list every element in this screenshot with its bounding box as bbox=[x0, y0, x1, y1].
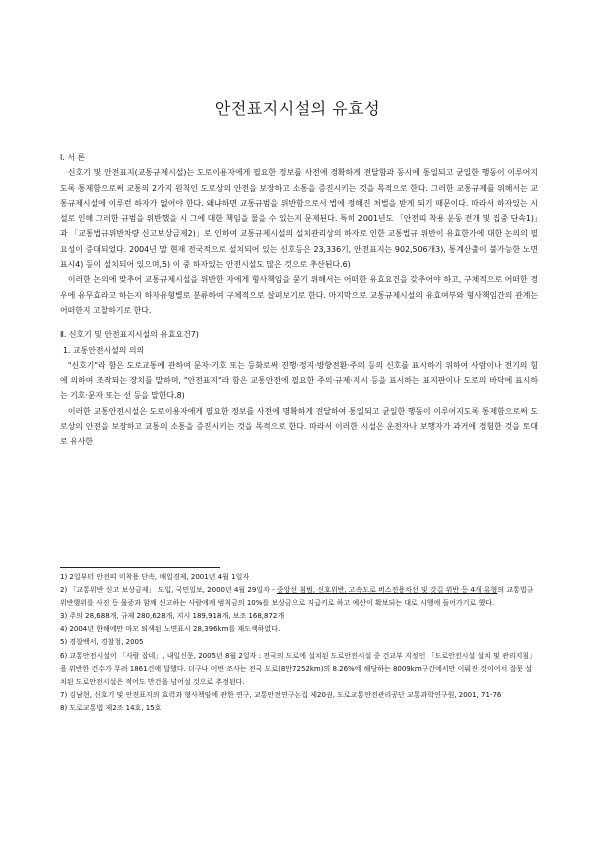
subsection-heading: 1. 교통안전시설의 의의 bbox=[63, 345, 145, 355]
footnotes bbox=[60, 567, 538, 715]
footnote-4: 4) 2004년 한해에만 마모 퇴색된 노면표시 28,396km를 재도색하였다. bbox=[60, 625, 281, 634]
section-heading-validity-requirements: Ⅱ. 신호기 및 안전표지시설의 유효요건7) bbox=[60, 330, 199, 340]
footnote-2-rest: 의 교통법규 위반행위를 사진 등 물증과 함께 신고하는 사람에게 범칙금의 10%를 보상금으로 지급키로 하고 예산이 확보되는 대로 시행에 들어가기로 했다. bbox=[60, 586, 534, 608]
document-title: 안전표지시설의 유효성 bbox=[214, 99, 381, 118]
section-heading-introduction: Ⅰ. 서 론 bbox=[60, 153, 86, 162]
paragraph: 신호기 및 안전표지(교통규제시설)는 도로이용자에게 필요한 정보를 사전에 경확하게 전달함과 동시에 통일되고 균일한 행동이 이루어지도록 통제함으로써 교통의 2가지 원칙인 도로상의 안전을 보장하고 소통을 증진시키는 것을 목적으로 한다. 그러한 교통규제를 위해서는 교통규제시설에 이루런 하자가 없어야 한다. 왜냐하면 교통규범을 위반함으로서 법에 정해진 처벌을 받게 되기 때문이다. 따라서 하자있는 시설로 인해 그러한 규범을 위반했을 시 그에 대한 책임을 물을 수 있는지 문제된다. 특히 2001년도 「안전띠 착용 운동 전개 및 집중 단속1)」과 「교통법규위반차량 신고보상금제2)」로 인하여 교통규제시설의 설치관리상의 하자로 인한 교통법규 위반이 유효한가에 대한 논의의 필요성이 증대되었다. 2004년 말 현재 전국적으로 설치되어 있는 신호등은 23,336기, 안전표지는 902,506개3), 통계산출이 불가능한 노면표시4) 등이 설치되어 있으며,5) 이 중 하자있는 안전시설도 많은 것으로 추산된다.6) bbox=[60, 168, 538, 270]
footnote-1: 1) 2일부터 안전띠 미착용 단속, 매일경제, 2001년 4월 1일자 bbox=[60, 573, 250, 581]
paragraph: 이러한 논의에 맞추어 교통규제시설을 위반한 자에게 형사책임을 묻기 위해서는 어떠한 유효요건을 갖추어야 하고, 구체적으로 어떠한 경우에 유무효라고 하는지 하자유형별로 분류하여 구체적으로 살펴보기로 한다. 마지막으로 교통규제시설의 유효여부와 형사책임간의 관계는 어떠한지 고찰하기로 한다. bbox=[60, 275, 538, 315]
footnote-divider bbox=[60, 567, 220, 568]
footnote-6: 6) 교통안전시설이 「사람 잡네」, 내일신문, 2005년 8월 2일자 : 전국의 도로에 설치된 도로안전시설 중 건교부 지정인 「도로안전시설 설치 및 관리지침」 을 위반한 건수가 무려 1861건에 달했다. 더구나 이번 조사는 전국 도로(8만7252km)의 8.26%에 해당하는 8009km구간에서만 이뤄진 것이어서 잘못 설치된 도로안전시설은 적어도 만건을 넘어설 것으로 추정된다. bbox=[60, 651, 537, 686]
paragraph: 이러한 교통안전시설은 도로이용자에게 필요한 정보를 사전에 명확하게 전달하여 통일되고 균일한 행동이 이루어지도록 통제함으로써 도로상의 안전을 보장하고 교통의 소통을 증진시키는 것을 목적으로 한다. 따라서 이러한 시설은 운전자나 보행자가 과거에 경험한 것을 토대로 유사한 bbox=[60, 406, 538, 447]
footnote-7: 7) 김남현, 신호기 및 안전표지의 효력과 형사책임에 관한 연구, 교통안전연구논집 제20권, 도로교통안전관리공단 교통과학연구원, 2001, 71-76 bbox=[60, 690, 502, 699]
paragraph: "신호기"라 함은 도로교통에 관하여 문자·기호 또는 등화로써 진행·정지·방향전환·주의 등의 신호를 표시하기 위하여 사람이나 전기의 힘에 의하여 조작되는 장치를 말하며, "안전표지"라 함은 교통안전에 필요한 주의·규제·지시 등을 표시하는 표지판이나 도로의 바닥에 표시하는 기호·문자 또는 선 등을 말한다.8) bbox=[60, 360, 538, 401]
footnote-2-lead: 2) 「교통위반 신고 보상금제」 도입, 국민일보, 2000년 4월 29일자 - bbox=[60, 586, 277, 595]
document-body bbox=[60, 150, 538, 450]
spacer bbox=[60, 318, 538, 327]
footnote-3: 3) 주의 28,688개, 규제 280,628개, 지시 189,918개, 보조 168,872개 bbox=[60, 612, 285, 621]
footnote-2 bbox=[60, 584, 538, 610]
footnote-5: 5) 경찰백서, 경찰청, 2005 bbox=[60, 638, 144, 647]
footnote-8: 8) 도로교통법 제2조 14호, 15호 bbox=[60, 703, 162, 712]
footnote-2-underlined: 중앙선 침범, 신호위반, 고속도로 버스전용차선 및 갓길 위반 등 4개 유형 bbox=[276, 586, 498, 595]
